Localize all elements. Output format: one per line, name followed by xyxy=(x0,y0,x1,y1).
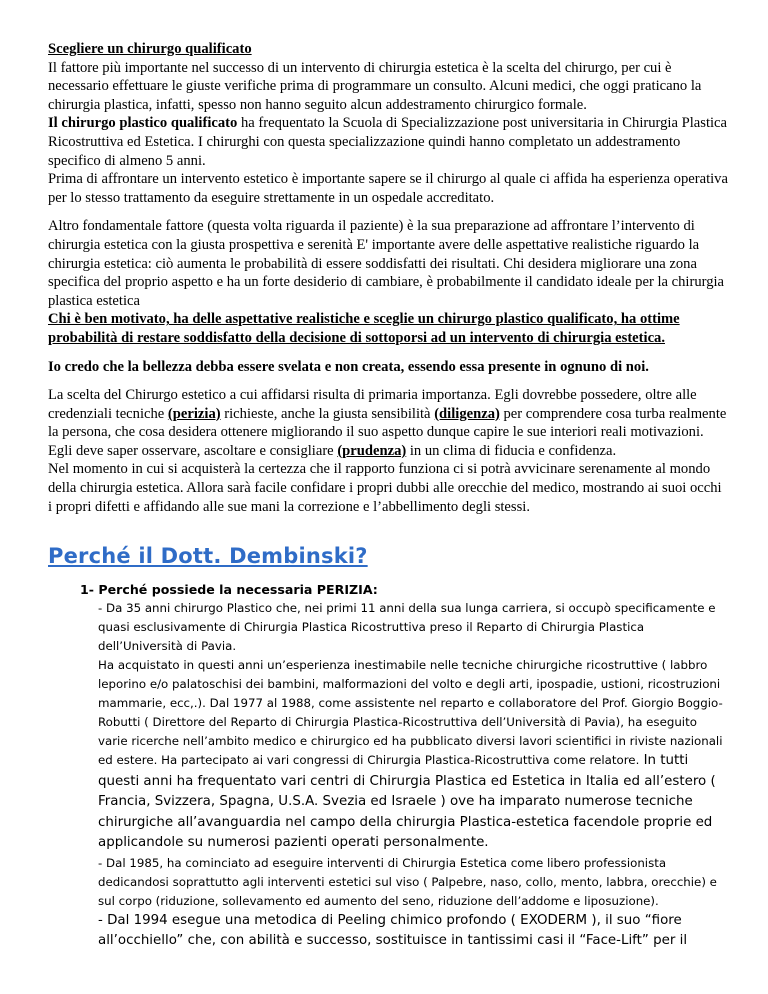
experience-text-large: In tutti questi anni ha frequentato vari centri di Chirurgia Plastica ed Estetica in Italia ed all’estero ( Francia, Svizzera, Spagna, U.S.A. Svezia ed Israele ) ove ha imparato numerose tecniche chirurgiche all’avanguardia nel campo della chirurgia Plastica-estetica facendole proprie ed applicandole su numerosi pazienti operati personalmente. xyxy=(98,753,716,851)
list-item-title: 1- Perché possiede la necessaria PERIZIA: xyxy=(80,582,378,598)
peeling-paragraph: - Dal 1994 esegue una metodica di Peeling chimico profondo ( EXODERM ), il suo “fiore all’occhiello” che, con abilità e successo, sostituisce in tantissimi casi il “Face-Lift” per il xyxy=(98,912,688,949)
reasons-list xyxy=(80,580,728,952)
beauty-quote: Io credo che la bellezza debba essere svelata e non creata, essendo essa presente in ognuno di noi. xyxy=(48,358,649,375)
patient-paragraph: Altro fondamentale fattore (questa volta riguarda il paziente) è la sua preparazione ad affrontare l’intervento di chirurgia estetica con la giusta prospettiva e serenità E' importante avere delle aspettative realistiche riguardo la chirurgia estetica: ciò aumenta le probabilità di essere soddisfatti dei risultati. Chi desidera migliorare una zona specifica del proprio aspetto e ha un forte desiderio di cambiare, è probabilmente il candidato ideale per la chirurgia plastica estetica xyxy=(48,218,725,309)
keyword-perizia: (perizia) xyxy=(167,405,221,422)
document-page xyxy=(48,40,728,952)
quote-section xyxy=(48,358,728,377)
experience-paragraph xyxy=(98,656,728,854)
choice-text-2: richieste, anche la giusta sensibilità xyxy=(220,405,435,422)
list-item-body xyxy=(98,599,728,952)
practice-paragraph: - Dal 1985, ha cominciato ad eseguire interventi di Chirurgia Estetica come libero professionista dedicandosi soprattutto agli interventi estetici sul viso ( Palpebre, naso, collo, mento, labbra, orecchie) e sul corpo (riduzione, sollevamento ed aumento del seno, riduzione dell’addome e liposuzione). xyxy=(98,855,717,908)
choice-paragraph-2: Nel momento in cui si acquisterà la certezza che il rapporto funziona ci si potrà avvicinare serenamente al mondo della chirurgia estetica. Allora sarà facile confidare i propri dubbi alle orecchie del medico, mostrando ai suoi occhi i propri difetti e affidando alle sue mani la correzione e l’abbellimento degli stessi. xyxy=(48,461,722,515)
choice-paragraph xyxy=(48,386,728,460)
choice-text-4: in un clima di fiducia e confidenza. xyxy=(406,442,617,459)
choice-text-3: per comprendere cosa turba realmente la persona, che cosa desidera ottenere migliorando il suo aspetto dunque capire le sue interiori reali motivazioni. Egli deve saper osservare, ascoltare e consigliare xyxy=(48,405,727,459)
experience-text-small: Ha acquistato in questi anni un’esperienza inestimabile nelle tecniche chirurgiche ricostruttive ( labbro leporino e/o palatoschisi dei bambini, malformazioni del volto e degli arti, ipospadie, ustioni, ricostruzioni mammarie, ecc,.). Dal 1977 al 1988, come assistente nel reparto e collaboratore del Prof. Giorgio Boggio-Robutti ( Direttore del Reparto di Chirurgia Plastica-Ricostruttiva dell’Università di Pavia), ha eseguito varie ricerche nell’ambito medico e chirurgico ed ha pubblicato diversi lavori scientifici in riviste nazionali ed estere. Ha partecipato ai vari congressi di Chirurgia Plastica-Ricostruttiva come relatore. xyxy=(98,658,723,768)
qualified-surgeon-text: ha frequentato la Scuola di Specializzazione post universitaria in Chirurgia Plastica Ricostruttiva ed Estetica. I chirurghi con questa specializzazione quindi hanno completato un addestramento specifico di almeno 5 anni. xyxy=(48,115,728,169)
intro-paragraph-experience: Prima di affrontare un intervento estetico è importante sapere se il chirurgo al quale ci affida ha esperienza operativa per lo stesso trattamento da eseguire strettamente in un ospedale accreditato. xyxy=(48,171,728,206)
intro-paragraph: Il fattore più importante nel successo di un intervento di chirurgia estetica è la scelta del chirurgo, per cui è necessario effettuare le giuste verifiche prima di programmare un consulto. Alcuni medici, che oggi praticano la chirurgia plastica, infatti, spesso non hanno seguito alcun addestramento chirurgico formale. xyxy=(48,59,702,113)
patient-section xyxy=(48,217,728,347)
keyword-diligenza: (diligenza) xyxy=(434,405,500,422)
intro-paragraph-qualified xyxy=(48,114,728,170)
choice-section xyxy=(48,386,728,516)
section-heading: Perché il Dott. Dembinski? xyxy=(48,544,368,569)
career-paragraph: - Da 35 anni chirurgo Plastico che, nei primi 11 anni della sua lunga carriera, si occupò specificamente e quasi esclusivamente di Chirurgia Plastica Ricostruttiva preso il Reparto di Chirurgia Plastica dell’Università di Pavia. xyxy=(98,601,716,654)
keyword-prudenza: (prudenza) xyxy=(337,442,407,459)
choice-text-1: La scelta del Chirurgo estetico a cui affidarsi risulta di primaria importanza. Egli dovrebbe possedere, oltre alle credenziali tecniche xyxy=(48,387,697,422)
qualified-surgeon-label: Il chirurgo plastico qualificato xyxy=(48,115,238,132)
intro-title: Scegliere un chirurgo qualificato xyxy=(48,41,252,57)
intro-section xyxy=(48,40,728,207)
patient-conclusion: Chi è ben motivato, ha delle aspettative realistiche e sceglie un chirurgo plastico qualificato, ha ottime probabilità di restare soddisfatto della decisione di sottoporsi ad un intervento di chirurgia estetica. xyxy=(48,311,680,346)
